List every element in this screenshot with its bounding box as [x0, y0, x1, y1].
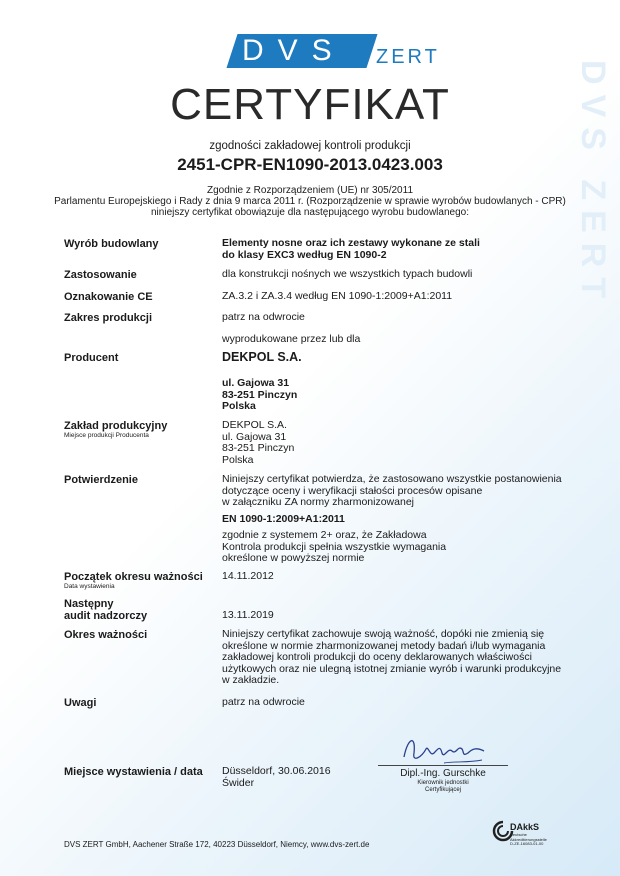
document-title: CERTYFIKAT	[170, 80, 450, 129]
footer-address: DVS ZERT GmbH, Aachener Straße 172, 40223 Düsseldorf, Niemcy, www.dvs-zert.de	[64, 840, 370, 849]
signatory-role: Kierownik jednostki Certyfikującej	[417, 780, 469, 793]
document-subtitle: zgodności zakładowej kontroli produkcji	[209, 140, 411, 152]
intro-text: Zgodnie z Rozporządzeniem (UE) nr 305/2011 Parlamentu Europejskiego i Rady z dnia 9 marca 2011 r. (Rozporządzenie w sprawie wyrobów budowlanych - CPR) niniejszy certyfikat obowiązuje dla następującego wyrobu budowlanego:	[54, 185, 566, 218]
signatory-name: Dipl.-Ing. Gurschke	[400, 768, 486, 779]
signature-line	[378, 765, 508, 766]
certificate-number: 2451-CPR-EN1090-2013.0423.003	[177, 155, 443, 174]
dakks-accreditation-logo: DAkkS Deutsche Akkreditierungsstelle D-ZE-16083-01-00	[492, 818, 564, 854]
watermark: DVS ZERT	[574, 60, 612, 309]
signature-image	[398, 727, 490, 769]
